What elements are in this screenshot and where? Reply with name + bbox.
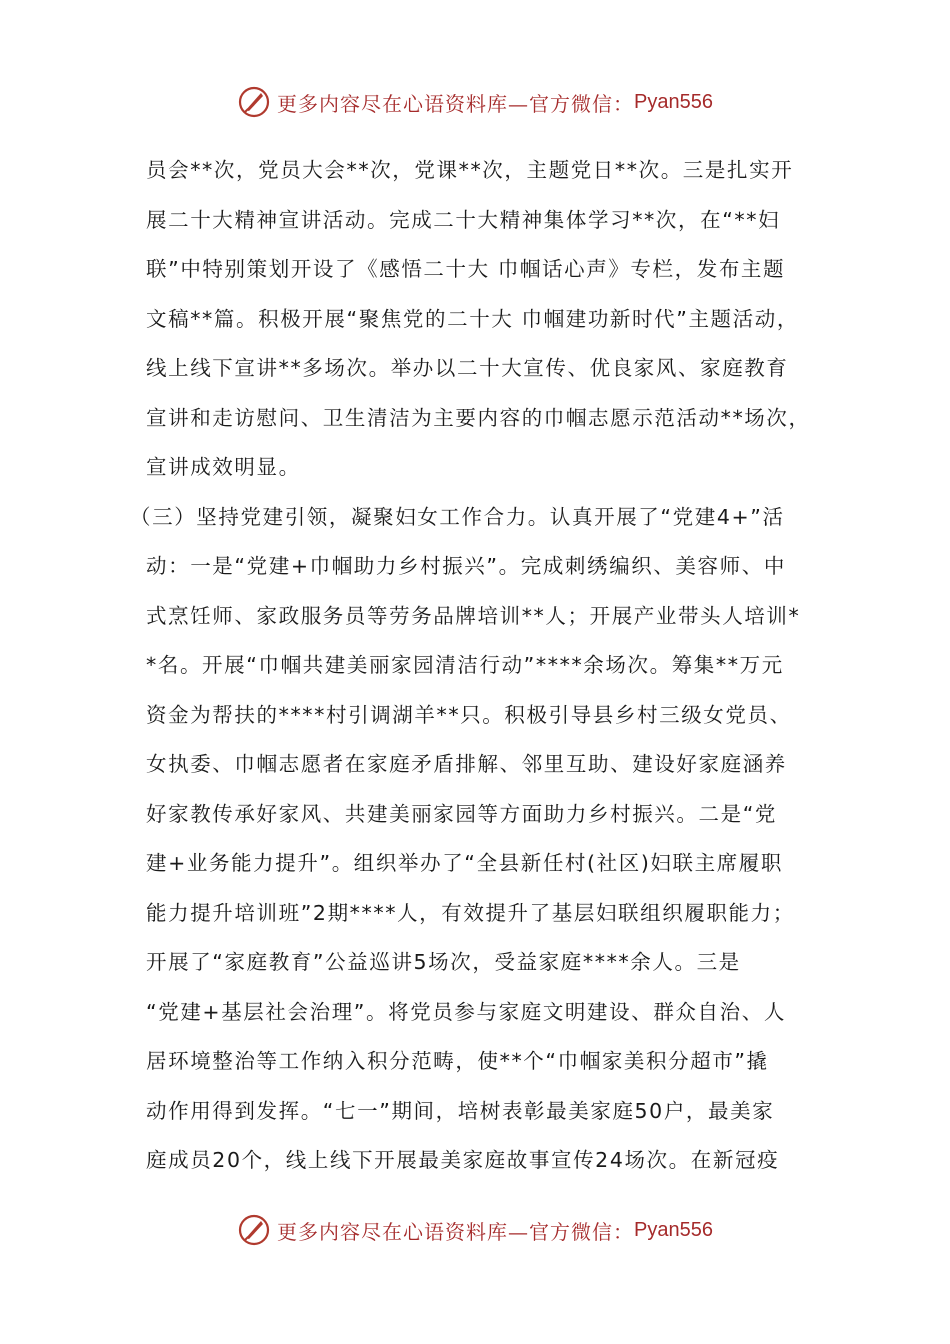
body-line: 联”中特别策划开设了《感悟二十大 巾帼话心声》专栏，发布主题 bbox=[146, 257, 786, 281]
body-line: 文稿**篇。积极开展“聚焦党的二十大 巾帼建功新时代”主题活动， bbox=[146, 306, 799, 331]
body-line: 员会**次，党员大会**次，党课**次，主题党日**次。三是扎实开 bbox=[146, 158, 794, 182]
footer-wechat-id: Pyan556 bbox=[634, 1218, 713, 1241]
body-line: 居环境整治等工作纳入积分范畴，使**个“巾帼家美积分超市”撬 bbox=[146, 1049, 769, 1073]
body-line: 好家教传承好家风、共建美丽家园等方面助力乡村振兴。二是“党 bbox=[146, 801, 778, 826]
header-wechat-id: Pyan556 bbox=[634, 90, 713, 113]
body-line: “党建+基层社会治理”。将党员参与家庭文明建设、群众自治、人 bbox=[146, 999, 786, 1024]
quill-logo-icon bbox=[237, 1213, 271, 1247]
header-watermark-banner bbox=[0, 82, 950, 122]
body-line: 资金为帮扶的****村引调湖羊**只。积极引导县乡村三级女党员、 bbox=[146, 702, 792, 727]
body-line: 开展了“家庭教育”公益巡讲5场次，受益家庭****余人。三是 bbox=[146, 950, 741, 974]
body-line: 建+业务能力提升”。组织举办了“全县新任村(社区)妇联主席履职 bbox=[146, 851, 784, 875]
body-line: 女执委、巾帼志愿者在家庭矛盾排解、邻里互助、建设好家庭涵养 bbox=[146, 752, 787, 776]
body-line: 庭成员20个，线上线下开展最美家庭故事宣传24场次。在新冠疫 bbox=[146, 1148, 780, 1172]
document-body bbox=[130, 150, 812, 1190]
body-line: 动：一是“党建+巾帼助力乡村振兴”。完成刺绣编织、美容师、中 bbox=[146, 554, 786, 578]
section-heading-line: （三）坚持党建引领，凝聚妇女工作合力。认真开展了“党建4+”活 bbox=[130, 504, 785, 529]
body-line: 宣讲成效明显。 bbox=[146, 455, 301, 479]
footer-watermark-banner bbox=[0, 1210, 950, 1250]
quill-logo-icon bbox=[237, 85, 271, 119]
body-line: 线上线下宣讲**多场次。举办以二十大宣传、优良家风、家庭教育 bbox=[146, 356, 789, 380]
header-slogan: 更多内容尽在心语资料库—官方微信： bbox=[277, 91, 635, 116]
body-line: *名。开展“巾帼共建美丽家园清洁行动”****余场次。筹集**万元 bbox=[146, 653, 784, 677]
body-line: 动作用得到发挥。“七一”期间，培树表彰最美家庭50户，最美家 bbox=[146, 1098, 775, 1123]
body-line: 宣讲和走访慰问、卫生清洁为主要内容的巾帼志愿示范活动**场次， bbox=[146, 405, 811, 430]
body-line: 展二十大精神宣讲活动。完成二十大精神集体学习**次，在“**妇 bbox=[146, 207, 781, 232]
body-line: 式烹饪师、家政服务员等劳务品牌培训**人；开展产业带头人培训* bbox=[146, 603, 801, 628]
footer-slogan: 更多内容尽在心语资料库—官方微信： bbox=[277, 1219, 635, 1244]
body-line: 能力提升培训班”2期****人，有效提升了基层妇联组织履职能力； bbox=[146, 900, 795, 925]
